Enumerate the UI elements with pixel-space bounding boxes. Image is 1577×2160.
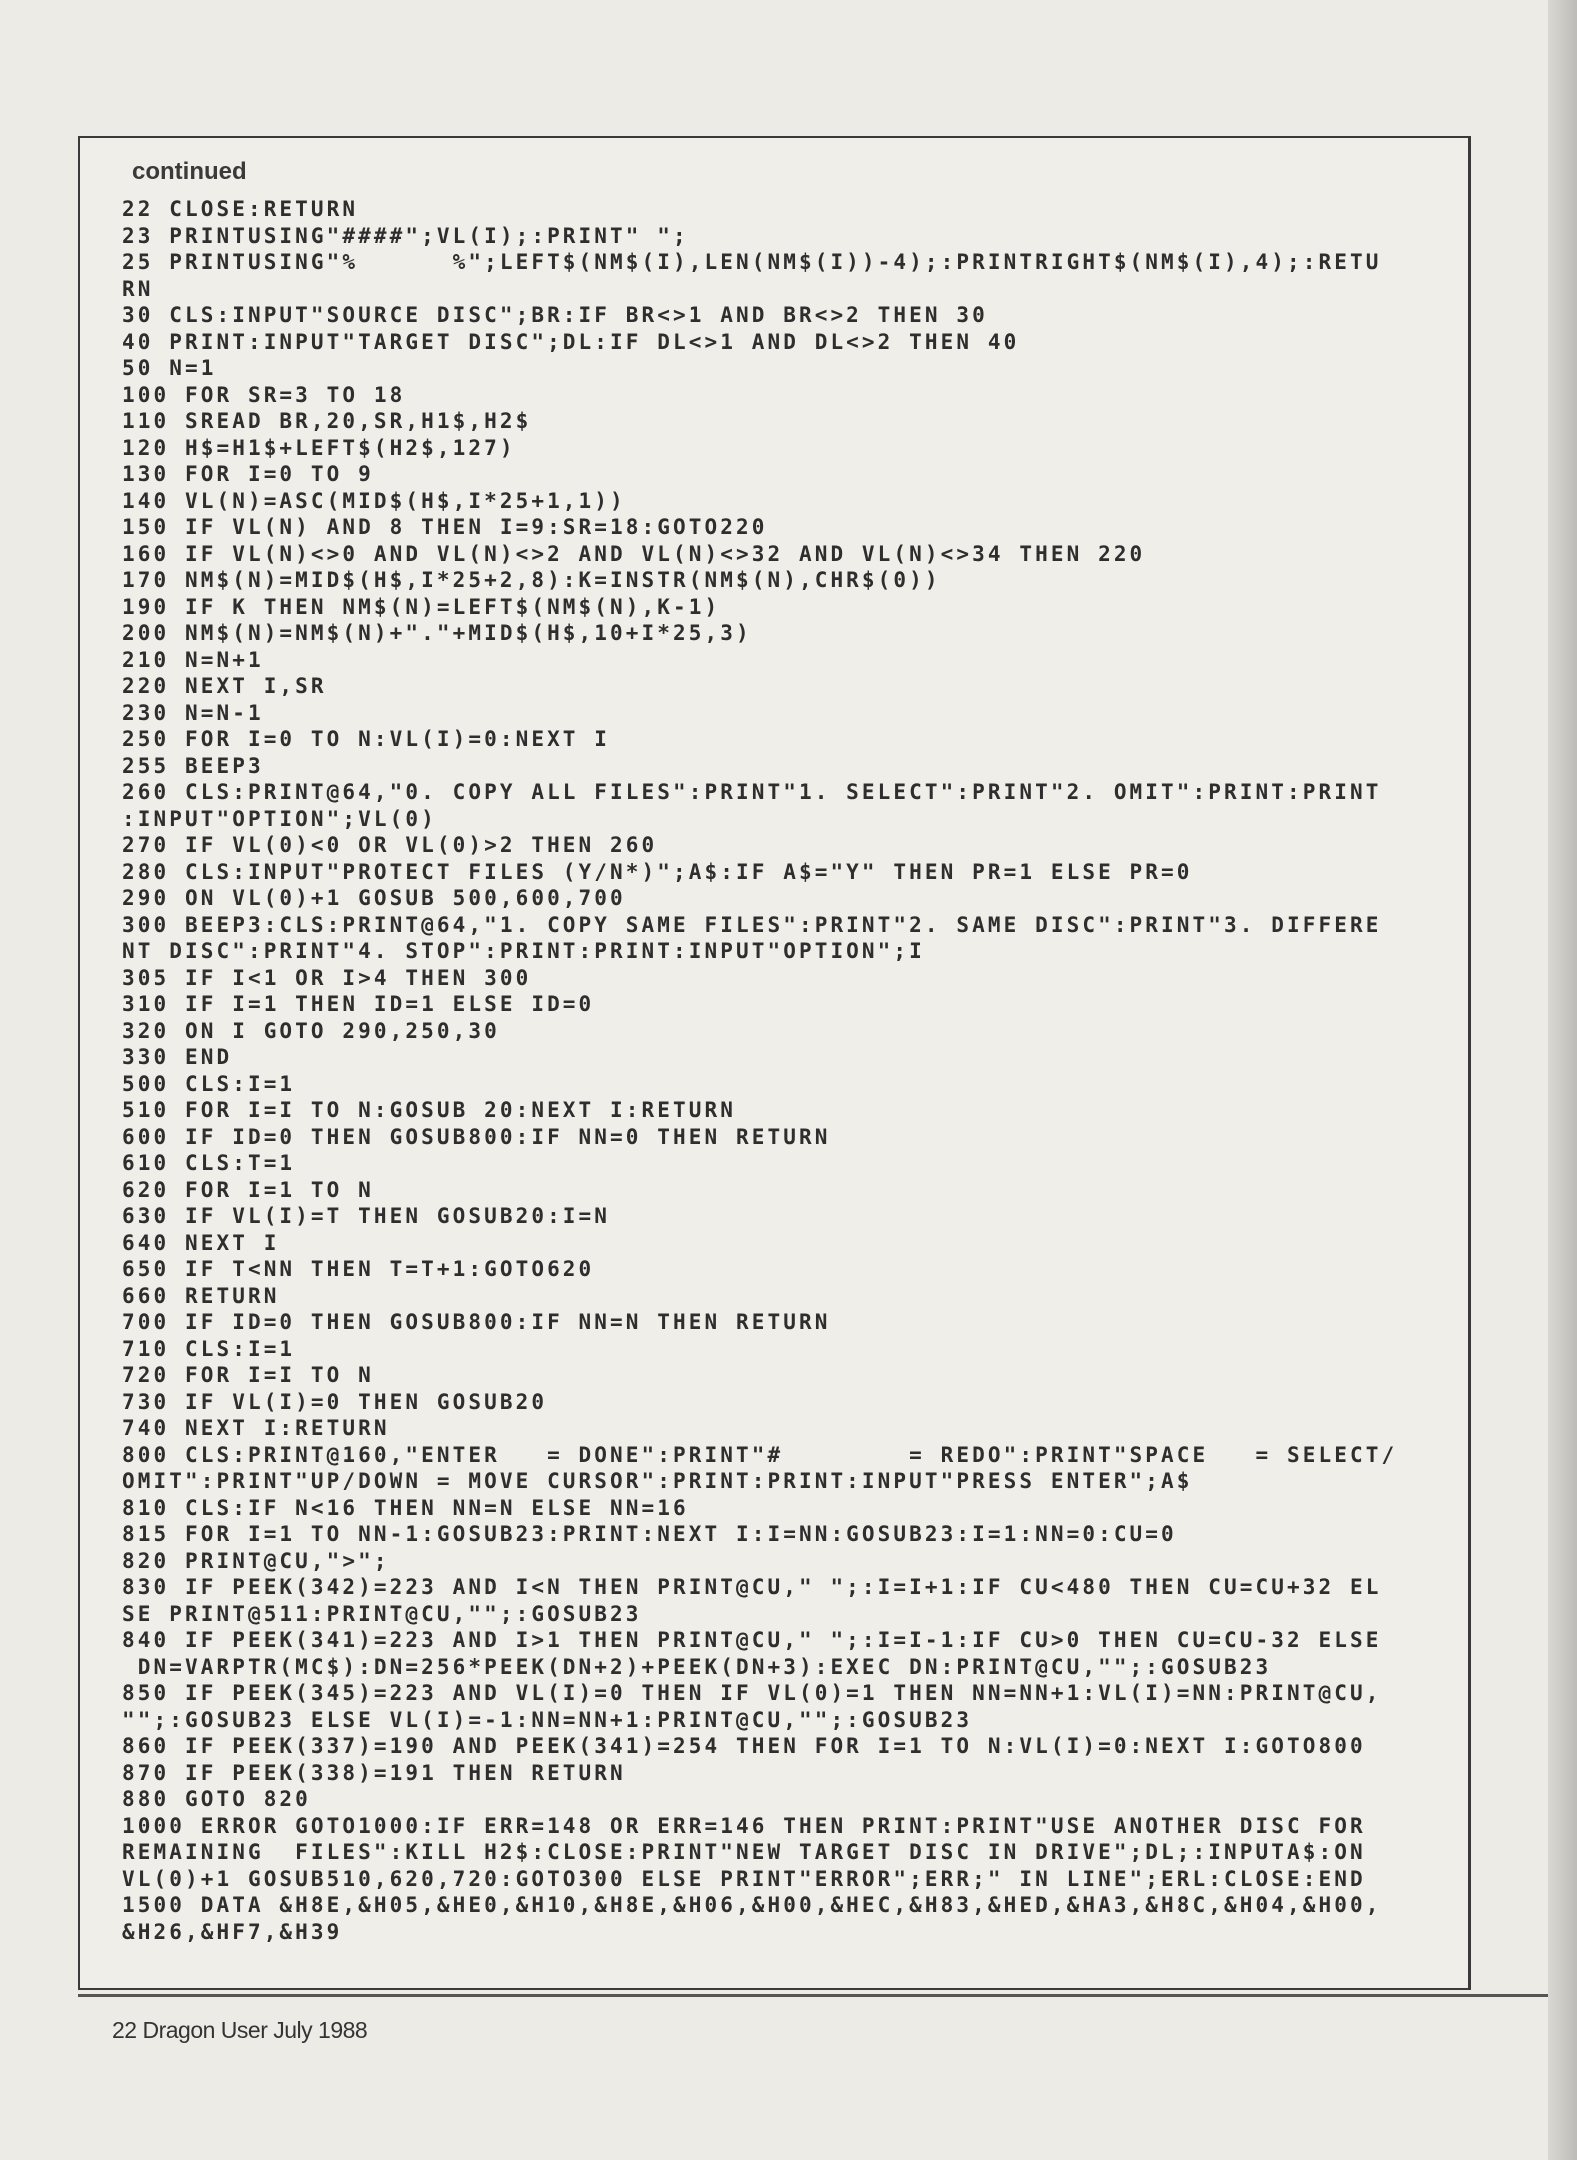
- code-line: 270 IF VL(0)<0 OR VL(0)>2 THEN 260: [122, 833, 658, 857]
- code-line: 210 N=N+1: [122, 647, 264, 672]
- code-line: 740 NEXT I:RETURN: [122, 1416, 390, 1440]
- code-line: 140 VL(N)=ASC(MID$(H$,I*25+1,1)): [122, 488, 626, 513]
- code-line: "";:GOSUB23 ELSE VL(I)=-1:NN=NN+1:PRINT@CU,"";:GOSUB23: [122, 1707, 973, 1732]
- code-line: 850 IF PEEK(345)=223 AND VL(I)=0 THEN IF VL(0)=1 THEN NN=NN+1:VL(I)=NN:PRINT@CU,: [122, 1681, 1382, 1705]
- code-line: 1000 ERROR GOTO1000:IF ERR=148 OR ERR=146 THEN PRINT:PRINT"USE ANOTHER DISC FOR: [122, 1813, 1366, 1838]
- code-line: 280 CLS:INPUT"PROTECT FILES (Y/N*)";A$:IF A$="Y" THEN PR=1 ELSE PR=0: [122, 859, 1193, 884]
- basic-listing: [122, 196, 1397, 1945]
- code-line: 23 PRINTUSING"####";VL(I);:PRINT" ";: [122, 223, 689, 248]
- code-line: 290 ON VL(0)+1 GOSUB 500,600,700: [122, 886, 626, 910]
- code-line: 30 CLS:INPUT"SOURCE DISC";BR:IF BR<>1 AND BR<>2 THEN 30: [122, 303, 988, 327]
- code-line: 255 BEEP3: [122, 753, 264, 778]
- code-line: 120 H$=H1$+LEFT$(H2$,127): [122, 435, 516, 460]
- code-line: 840 IF PEEK(341)=223 AND I>1 THEN PRINT@CU," ";:I=I-1:IF CU>0 THEN CU=CU-32 ELSE: [122, 1628, 1382, 1652]
- code-line: 800 CLS:PRINT@160,"ENTER = DONE":PRINT"# = REDO":PRINT"SPACE = SELECT/: [122, 1442, 1398, 1467]
- code-line: 160 IF VL(N)<>0 AND VL(N)<>2 AND VL(N)<>32 AND VL(N)<>34 THEN 220: [122, 541, 1146, 566]
- listing-box: [78, 136, 1471, 1990]
- code-line: 230 N=N-1: [122, 700, 264, 725]
- code-line: 220 NEXT I,SR: [122, 674, 327, 698]
- code-line: 25 PRINTUSING"% %";LEFT$(NM$(I),LEN(NM$(I))-4);:PRINTRIGHT$(NM$(I),4);:RETU: [122, 250, 1382, 274]
- code-line: 22 CLOSE:RETURN: [122, 197, 359, 221]
- code-line: 600 IF ID=0 THEN GOSUB800:IF NN=0 THEN RETURN: [122, 1124, 831, 1149]
- code-line: DN=VARPTR(MC$):DN=256*PEEK(DN+2)+PEEK(DN+3):EXEC DN:PRINT@CU,"";:GOSUB23: [122, 1654, 1272, 1679]
- code-line: 880 GOTO 820: [122, 1787, 311, 1811]
- continued-label: continued: [132, 158, 247, 185]
- code-line: VL(0)+1 GOSUB510,620,720:GOTO300 ELSE PRINT"ERROR";ERR;" IN LINE";ERL:CLOSE:END: [122, 1866, 1366, 1891]
- code-line: OMIT":PRINT"UP/DOWN = MOVE CURSOR":PRINT:PRINT:INPUT"PRESS ENTER";A$: [122, 1469, 1193, 1493]
- code-line: 510 FOR I=I TO N:GOSUB 20:NEXT I:RETURN: [122, 1098, 736, 1122]
- code-line: 100 FOR SR=3 TO 18: [122, 382, 406, 407]
- code-line: 200 NM$(N)=NM$(N)+"."+MID$(H$,10+I*25,3): [122, 621, 752, 645]
- code-line: 320 ON I GOTO 290,250,30: [122, 1018, 500, 1043]
- code-line: 820 PRINT@CU,">";: [122, 1548, 390, 1573]
- page-footer: 22 Dragon User July 1988: [112, 2017, 368, 2043]
- code-line: 130 FOR I=0 TO 9: [122, 462, 374, 486]
- code-line: 330 END: [122, 1045, 233, 1069]
- code-line: 860 IF PEEK(337)=190 AND PEEK(341)=254 THEN FOR I=1 TO N:VL(I)=0:NEXT I:GOTO800: [122, 1734, 1366, 1758]
- code-line: 830 IF PEEK(342)=223 AND I<N THEN PRINT@CU," ";:I=I+1:IF CU<480 THEN CU=CU+32 EL: [122, 1575, 1382, 1599]
- code-line: 250 FOR I=0 TO N:VL(I)=0:NEXT I: [122, 727, 611, 751]
- code-line: SE PRINT@511:PRINT@CU,"";:GOSUB23: [122, 1601, 642, 1626]
- footer-rule: [78, 1994, 1548, 1997]
- code-line: &H26,&HF7,&H39: [122, 1919, 343, 1944]
- code-line: 630 IF VL(I)=T THEN GOSUB20:I=N: [122, 1204, 611, 1228]
- code-line: 610 CLS:T=1: [122, 1151, 296, 1175]
- code-line: 500 CLS:I=1: [122, 1071, 296, 1096]
- code-line: 50 N=1: [122, 356, 217, 380]
- code-line: 650 IF T<NN THEN T=T+1:GOTO620: [122, 1257, 595, 1281]
- code-line: 40 PRINT:INPUT"TARGET DISC";DL:IF DL<>1 AND DL<>2 THEN 40: [122, 329, 1020, 354]
- code-line: NT DISC":PRINT"4. STOP":PRINT:PRINT:INPUT"OPTION";I: [122, 939, 925, 963]
- code-line: 710 CLS:I=1: [122, 1336, 296, 1361]
- code-line: 260 CLS:PRINT@64,"0. COPY ALL FILES":PRINT"1. SELECT":PRINT"2. OMIT":PRINT:PRINT: [122, 780, 1382, 804]
- code-line: 870 IF PEEK(338)=191 THEN RETURN: [122, 1760, 626, 1785]
- code-line: 190 IF K THEN NM$(N)=LEFT$(NM$(N),K-1): [122, 594, 721, 619]
- code-line: 810 CLS:IF N<16 THEN NN=N ELSE NN=16: [122, 1495, 689, 1520]
- code-line: REMAINING FILES":KILL H2$:CLOSE:PRINT"NEW TARGET DISC IN DRIVE";DL;:INPUTA$:ON: [122, 1840, 1366, 1864]
- code-line: 310 IF I=1 THEN ID=1 ELSE ID=0: [122, 992, 595, 1016]
- code-line: 700 IF ID=0 THEN GOSUB800:IF NN=N THEN RETURN: [122, 1310, 831, 1334]
- code-line: 170 NM$(N)=MID$(H$,I*25+2,8):K=INSTR(NM$(N),CHR$(0)): [122, 568, 941, 592]
- code-line: 305 IF I<1 OR I>4 THEN 300: [122, 965, 532, 990]
- code-line: 150 IF VL(N) AND 8 THEN I=9:SR=18:GOTO220: [122, 515, 768, 539]
- code-line: 720 FOR I=I TO N: [122, 1363, 374, 1387]
- code-line: RN: [122, 276, 154, 301]
- page-edge-shadow: [1548, 0, 1577, 2160]
- code-line: 815 FOR I=1 TO NN-1:GOSUB23:PRINT:NEXT I:I=NN:GOSUB23:I=1:NN=0:CU=0: [122, 1522, 1177, 1546]
- code-line: 660 RETURN: [122, 1283, 280, 1308]
- code-line: 620 FOR I=1 TO N: [122, 1177, 374, 1202]
- code-line: 300 BEEP3:CLS:PRINT@64,"1. COPY SAME FILES":PRINT"2. SAME DISC":PRINT"3. DIFFERE: [122, 912, 1382, 937]
- code-line: 730 IF VL(I)=0 THEN GOSUB20: [122, 1389, 548, 1414]
- code-line: :INPUT"OPTION";VL(0): [122, 806, 437, 831]
- code-line: 640 NEXT I: [122, 1230, 280, 1255]
- code-line: 1500 DATA &H8E,&H05,&HE0,&H10,&H8E,&H06,&H00,&HEC,&H83,&HED,&HA3,&H8C,&H04,&H00,: [122, 1893, 1382, 1917]
- code-line: 110 SREAD BR,20,SR,H1$,H2$: [122, 409, 532, 433]
